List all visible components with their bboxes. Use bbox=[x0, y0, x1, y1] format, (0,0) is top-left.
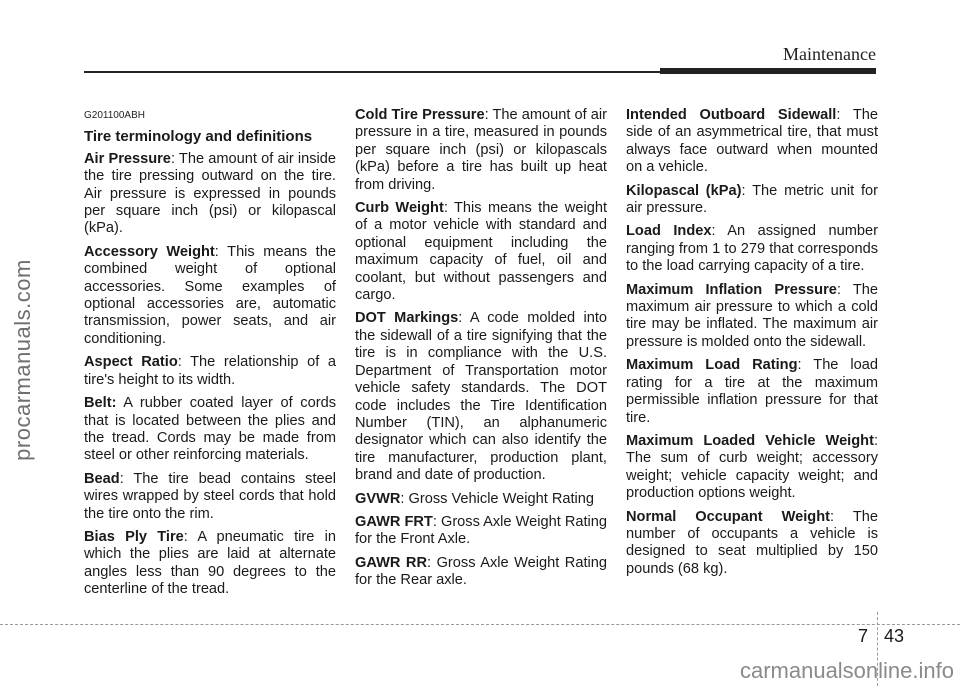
definition-entry bbox=[626, 223, 878, 275]
watermark-bottom: carmanualsonline.info bbox=[739, 658, 954, 683]
definition-text: The maximum air pressure to which a cold tire may be inflated. The maximum air pressure is molded onto the sidewall. bbox=[626, 281, 878, 350]
definition-term: Maximum Load Rating bbox=[626, 357, 798, 374]
definition-separator: : bbox=[830, 508, 853, 525]
definition-entry bbox=[84, 354, 336, 389]
definition-term: Curb Weight bbox=[355, 200, 444, 217]
definition-separator: : bbox=[183, 528, 198, 545]
definition-entry bbox=[355, 555, 607, 590]
definition-text: A code molded into the sidewall of a tire signifying that the tire is in compliance with the U.S. Department of Transportation motor vehicle safety standards. The DOT code includes the Tire Identification Number (TIN), an alphanumeric designator which can also identify the tire manufacturer, production plant, brand and date of production. bbox=[355, 310, 608, 484]
definition-entry bbox=[626, 107, 878, 177]
definition-separator: : bbox=[711, 223, 728, 240]
definition-separator: : bbox=[214, 243, 228, 260]
definition-text: A rubber coated layer of cords that is located between the plies and the tread. Cords may be made from steel or other reinforcing materials. bbox=[84, 395, 336, 464]
definition-term: GAWR RR bbox=[355, 554, 427, 571]
definition-text: Gross Axle Weight Rating for the Rear axle. bbox=[355, 554, 607, 589]
definition-entry bbox=[626, 282, 878, 352]
definition-term: Intended Outboard Sidewall bbox=[626, 107, 837, 123]
definition-term: Normal Occupant Weight bbox=[626, 508, 831, 525]
definition-entry bbox=[626, 509, 878, 579]
definition-entry bbox=[84, 395, 336, 465]
definition-text: The number of occupants a vehicle is designed to seat multiplied by 150 pounds (68 kg). bbox=[626, 508, 878, 577]
definition-separator: : bbox=[741, 182, 753, 199]
definition-term: DOT Markings bbox=[355, 310, 459, 327]
definition-text: Gross Axle Weight Rating for the Front Axle. bbox=[355, 513, 608, 548]
definition-entry bbox=[626, 183, 878, 218]
column-2 bbox=[355, 107, 607, 596]
page-number: 43 bbox=[884, 626, 905, 646]
definition-entry bbox=[626, 433, 878, 503]
definition-text: The relationship of a tire's height to its width. bbox=[84, 354, 336, 388]
definition-separator: : bbox=[177, 354, 191, 371]
definition-entry bbox=[626, 357, 878, 427]
definition-separator: : bbox=[427, 554, 437, 571]
section-title: Maintenance bbox=[783, 44, 876, 64]
column-1 bbox=[84, 107, 336, 605]
definition-text: The tire bead contains steel wires wrapped by steel cords that hold the tire onto the rim. bbox=[84, 470, 336, 522]
definition-separator: : bbox=[432, 513, 441, 530]
definition-separator: : bbox=[484, 107, 493, 123]
definition-text: This means the weight of a motor vehicle with standard and optional equipment including the maximum capacity of fuel, oil and coolant, but without passengers and cargo. bbox=[355, 200, 607, 304]
definition-separator: : bbox=[797, 357, 814, 374]
definition-term: GVWR bbox=[355, 490, 401, 507]
chapter-number: 7 bbox=[858, 626, 869, 646]
definition-entry bbox=[355, 310, 607, 484]
definition-term: Air Pressure bbox=[84, 150, 171, 167]
definition-text: The sum of curb weight; accessory weight; vehicle capacity weight; and production options weight. bbox=[626, 450, 878, 502]
definition-entry bbox=[84, 244, 336, 348]
definition-entry bbox=[84, 471, 336, 523]
definition-text: An assigned number ranging from 1 to 279 that corresponds to the load carrying capacity of a tire. bbox=[626, 223, 879, 275]
section-code: G201100ABH bbox=[84, 110, 145, 121]
definition-term: Cold Tire Pressure bbox=[355, 107, 485, 123]
definition-term: GAWR FRT bbox=[355, 513, 433, 530]
col2-entries bbox=[355, 107, 607, 590]
definition-entry bbox=[84, 151, 336, 238]
definition-term: Maximum Loaded Vehicle Weight bbox=[626, 432, 874, 449]
definition-entry bbox=[355, 491, 607, 508]
watermark-left: procarmanuals.com bbox=[10, 259, 35, 461]
definition-text: A pneumatic tire in which the plies are laid at alternate angles less than 90 degrees to the centerline of the tread. bbox=[84, 528, 337, 598]
definition-term: Bead bbox=[84, 470, 120, 487]
definition-term: Load Index bbox=[626, 223, 712, 240]
definition-term: Belt: bbox=[84, 395, 117, 412]
definition-separator: : bbox=[836, 107, 853, 123]
definition-separator: : bbox=[443, 200, 454, 217]
definition-text: This means the combined weight of optional accessories. Some examples of optional accessories are, automatic transmission, power seats, and air conditioning. bbox=[84, 243, 336, 347]
definition-entry bbox=[84, 529, 336, 599]
definition-separator: : bbox=[400, 490, 409, 507]
definition-term: Accessory Weight bbox=[84, 243, 215, 260]
definition-text: The load rating for a tire at the maximum permissible inflation pressure for that tire. bbox=[626, 357, 878, 426]
column-3 bbox=[626, 107, 878, 584]
definition-separator: : bbox=[873, 432, 878, 449]
definition-term: Kilopascal (kPa) bbox=[626, 182, 742, 199]
col3-entries bbox=[626, 107, 878, 578]
definition-term: Bias Ply Tire bbox=[84, 528, 184, 545]
definition-text: The metric unit for air pressure. bbox=[626, 182, 878, 217]
footer-rule bbox=[0, 624, 960, 625]
definition-term: Maximum Inflation Pressure bbox=[626, 281, 837, 298]
definition-text: Gross Vehicle Weight Rating bbox=[408, 490, 595, 507]
definition-entry bbox=[355, 514, 607, 549]
definition-entry bbox=[355, 107, 607, 194]
section-heading: Tire terminology and definitions bbox=[84, 128, 313, 146]
definition-separator: : bbox=[458, 310, 470, 327]
definition-separator: : bbox=[119, 470, 134, 487]
col1-entries bbox=[84, 151, 336, 599]
header-rule-bar bbox=[660, 68, 876, 74]
definition-separator: : bbox=[836, 281, 853, 298]
definition-entry bbox=[355, 200, 607, 304]
definition-text: The amount of air pressure in a tire, measured in pounds per square inch (psi) or kilopascals (kPa) before a tire has built up heat from driving. bbox=[355, 107, 607, 193]
definition-term: Aspect Ratio bbox=[84, 354, 178, 371]
definition-text: The amount of air inside the tire pressing outward on the tire. Air pressure is expressed in pounds per square inch (psi) or kilopascal (kPa). bbox=[84, 150, 336, 237]
definition-text: The side of an asymmetrical tire, that must always face outward when mounted on a vehicle. bbox=[626, 107, 878, 176]
definition-separator: : bbox=[170, 150, 179, 167]
